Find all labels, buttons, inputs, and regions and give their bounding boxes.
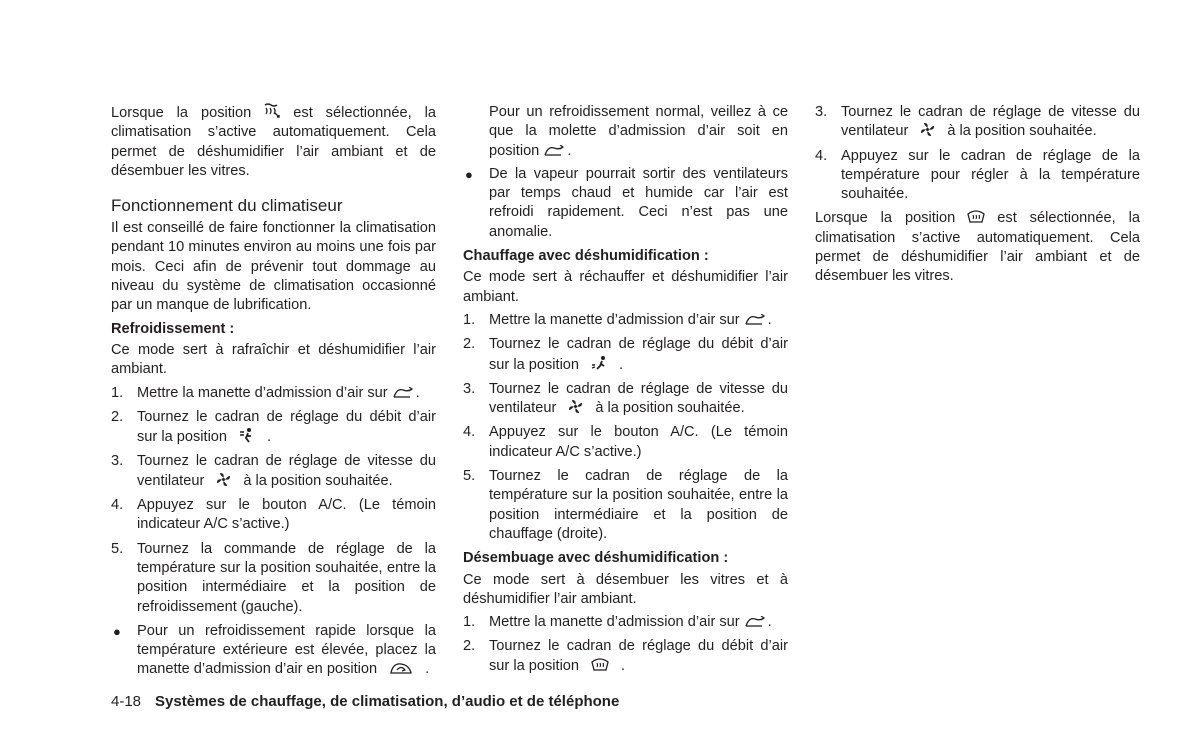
page-footer (111, 692, 619, 712)
chapter-title: Systèmes de chauffage, de climatisation, d’audio et de téléphone (155, 693, 620, 710)
fan-icon (568, 399, 583, 414)
chauffage-title: Chauffage avec déshumidification : (463, 248, 709, 265)
defrost-feet-icon (263, 103, 281, 119)
bullet-list (463, 165, 788, 242)
fresh-air-icon (744, 616, 766, 628)
face-vent-icon (239, 427, 255, 443)
step-item: 5. Tournez le cadran de réglage de la température sur la position souhaitée, entre la position intermédiaire et la position de chauffage (droite). (463, 468, 788, 542)
step-item: 4. Appuyez sur le bouton A/C. (Le témoin indicateur A/C s’active.) (463, 424, 788, 460)
step-item: 1. Mettre la manette d’admission d’air sur . (111, 384, 420, 401)
fresh-air-icon (744, 314, 766, 326)
outro-paragraph: Lorsque la position est sélectionnée, la climatisation s’active automatiquement. Cela permet de déshumidifier l’air ambiant et de désembuer les vitres. (815, 210, 1140, 285)
foot-vent-icon (591, 355, 607, 371)
refroidissement-steps (111, 384, 436, 617)
section-text: Il est conseillé de faire fonctionner la climatisation pendant 10 minutes environ au moins une fois par mois. Ceci afin de prévenir tout dommage au niveau du système de climatisation occasionné par un manque de lubrification. (111, 220, 436, 314)
desembuage-title: Désembuage avec déshumidification : (463, 550, 729, 567)
bullet-list (111, 622, 436, 680)
intro-paragraph: Lorsque la position est sélectionnée, la climatisation s’active automatiquement. Cela permet de déshumidifier l’air ambiant et de désembuer les vitres. (111, 105, 436, 179)
column-3 (815, 103, 1140, 291)
fan-icon (920, 122, 935, 137)
continued-paragraph: Pour un refroidissement normal, veillez à ce que la molette d’admission d’air soit en position . (489, 104, 788, 159)
step-item: 2. Tournez le cadran de réglage du débit d’air sur la position . (111, 408, 436, 446)
section-heading: Fonctionnement du climatiseur (111, 196, 343, 216)
step-item: 1. Mettre la manette d’admission d’air sur . (463, 614, 772, 631)
fresh-air-icon (392, 387, 414, 399)
fan-icon (216, 472, 231, 487)
desembuage-steps (463, 613, 788, 676)
defrost-icon (591, 658, 609, 672)
defrost-icon (967, 210, 985, 224)
desembuage-text: Ce mode sert à désembuer les vitres et à déshumidifier l’air ambiant. (463, 571, 788, 607)
recirc-air-icon (389, 661, 413, 675)
chauffage-steps (463, 311, 788, 544)
step-item: 3. Tournez le cadran de réglage de vitesse du ventilateur à la position souhaitée. (815, 104, 1140, 140)
bullet-item: ● Pour un refroidissement rapide lorsque la température extérieure est élevée, placez la manette d’admission d’air en position . (113, 622, 436, 678)
fresh-air-icon (543, 145, 565, 157)
page-number: 4-18 (111, 693, 142, 710)
step-item: 3. Tournez le cadran de réglage de vitesse du ventilateur à la position souhaitée. (463, 380, 788, 417)
step-item: 4. Appuyez sur le bouton A/C. (Le témoin indicateur A/C s’active.) (111, 497, 436, 533)
step-item: 4. Appuyez sur le cadran de réglage de la température pour régler à la température souhaitée. (815, 147, 1140, 203)
step-item: 2. Tournez le cadran de réglage du débit d’air sur la position . (463, 336, 788, 373)
step-item: 2. Tournez le cadran de réglage du débit d’air sur la position . (463, 638, 788, 674)
step-item: 3. Tournez le cadran de réglage de vitesse du ventilateur à la position souhaitée. (111, 453, 436, 489)
column-1 (111, 103, 436, 685)
desembuage-steps-continued (815, 103, 1140, 204)
bullet-item: ● De la vapeur pourrait sortir des ventilateurs par temps chaud et humide car l’air est refroidi rapidement. Ceci n’est pas une anomalie. (465, 165, 788, 240)
step-item: 1. Mettre la manette d’admission d’air sur . (463, 311, 772, 328)
chauffage-text: Ce mode sert à réchauffer et déshumidifier l’air ambiant. (463, 269, 788, 305)
step-item: 5. Tournez la commande de réglage de la température sur la position souhaitée, entre la position intermédiaire et la position de refroidissement (gauche). (111, 540, 436, 615)
refroidissement-text: Ce mode sert à rafraîchir et déshumidifier l’air ambiant. (111, 341, 436, 378)
refroidissement-title: Refroidissement : (111, 320, 235, 337)
column-2 (463, 103, 788, 681)
